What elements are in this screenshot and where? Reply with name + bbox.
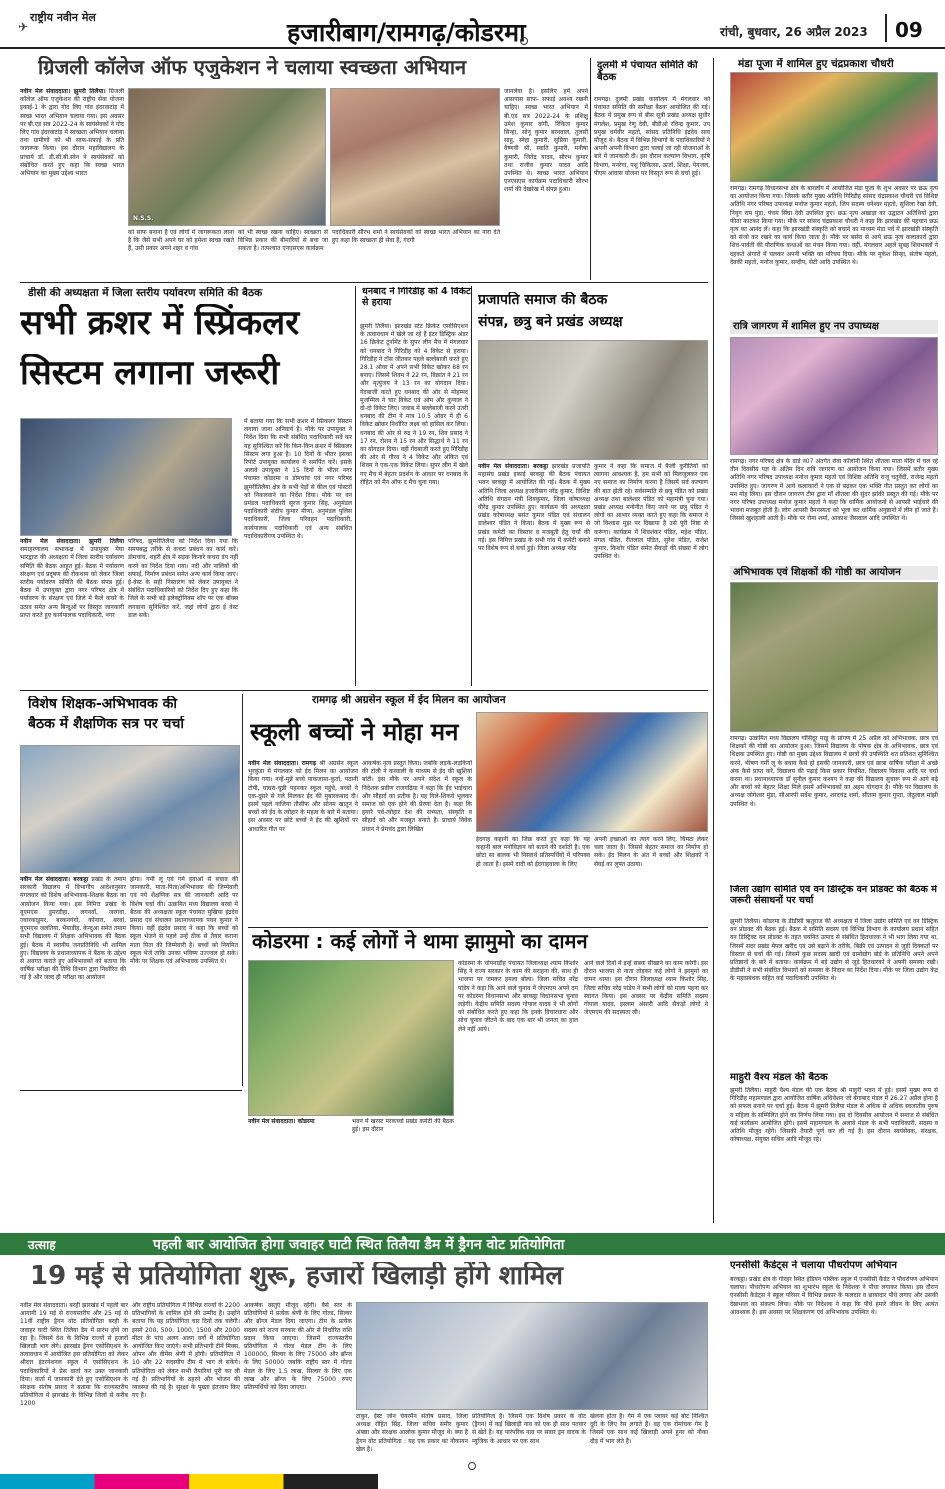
section-rule <box>20 1090 242 1091</box>
story3-body: रामगढ़। रामगढ़ विधानसभा क्षेत्र के बारलोंग में आयोजित मंडा पूजा के शुभ अवसर पर छऊ नृत्य का आयोजन किया गया। जिसके बतौर मुख्य अतिथि गिरिडीह सांसद चंद्रप्रकाश चौधरी एवं विशिष्ट अतिथि नगर परिषद उपाध्यक्ष मनोज कुमार महतो, जिप सदस्य धनेश्वर महतो, सुशिला रेखा देवी, नियुग राम मुंडा, पंचम सिंघा देवी उपस्थित हुए। छऊ नृत्य अखाड़ा का उद्घाटन अतिथियों द्वारा फीता काटकर किया गया। मौके पर सांसद चंद्रप्रकाश चौधरी ने कहा कि झारखंड की पहचान छऊ नृत्य का आनंद लें। कहा कि झारखंडी संस्कृति को बचाने का माध्यम मंडा पर्व में झारखंडी संस्कृति को संजो कर रखने का कार्य किया जाता है। मौके पर बर्सरा से आये छऊ नृत्य कलाकारों द्वारा शिव-पार्वती की पौराणिक कथाओं का मंचन किया गया। वहीं, मंगलवार अहले सुबह शिवभक्तों ने दहकते अंगारों में चलकर अपनी भक्ति का परिचय दिया। मौके पर मुकेश सिन्हा, संतोष महतो, देवकी महतो, मनोज कुमार, सन्दीप, सेटी आदि उपस्थित थे। <box>730 185 938 266</box>
masthead-rule <box>0 47 945 49</box>
story8-body: बरकट्ठा। प्रखंड क्षेत्र के गोरहर स्थित इंडियन पब्लिक स्कूल में एनसीसी कैडेट ने पौधरोपण अभियान चलाया। पौधरोपण अभियान का शुभारंभ स्कूल के निदेशक ने पौधा लगाकर किया। इस दौरान एनसीसी कैडेट्स ने स्कूल परिसर में विभिन्न प्रकार के फलदार व छायादार पौधे लगाए और उसकी देखभाल का संकल्प लिया। मौके पर निदेशक ने कहा कि पौधे हमारे जीवन के लिए अत्यंत आवश्यक हैं। इस अवसर पर शिक्षकगण एवं अभिभावक उपस्थित थे। <box>730 1276 938 1316</box>
column-rule <box>590 58 591 280</box>
kicker-eid: रामगढ़ श्री अग्रसेन स्कूल में ईद मिलन का आयोजन <box>312 694 506 706</box>
story6-body: झुमरी तिलैया। कोडरमा के डीडीसी ऋतुराज की अध्यक्षता में जिला उद्योग समिति एवं वन डिस्ट्रिक वन प्रोडक्ट की बैठक हुई। बैठक में समिति सदस्य एवं विभिन्न विभाग के कार्यालय प्रधान सहित वन डिस्ट्रिक्ट वन प्रोडक्ट के तहत चयनित उत्पाद से संबंधित हितधारक ने भी भाग लिया गया था, जिसमें सदर प्रखंड मेपल खरीद एवं उसे बढ़ाने के तरीके, बिक्री एवं उत्पादन से जुड़ी दिक्कतों पर विस्तार से चर्चा की गई। जिसमें कुछ सदस्य खादी एवं ग्रामोद्योग बोर्ड के प्रतिनिधि अपने अपने प्रतिष्ठानों के बारे में बताया। कार्यक्रम में बड़े उद्योग से जुड़े हितधारकों ने अपनी समस्या रखी। डीडीसी ने सभी संबंधित विभागों को समस्या के निदान का निर्देश दिया। मौके पर जिला उद्योग केंद्र के महाप्रबंधक सहित कई पदाधिकारी उपस्थित थे। <box>730 918 938 983</box>
photo-jagran <box>730 337 938 455</box>
headline-parents-teachers: अभिभावक एवं शिक्षकों की गोष्ठी का आयोजन <box>730 566 938 580</box>
registration-mark-icon <box>520 37 528 45</box>
kicker-environment: डीसी की अध्यक्षता में जिला स्तरीय पर्यावरण समिति की बैठक <box>28 287 263 299</box>
photo-cleanliness-drive <box>330 88 500 226</box>
story12-col2: होगा। गर्मी लू एवं गर्म हवाओं से बचाव की जानकारी, माता-पिता/अभिभावक की जिम्मेवारी एवं नये शैक्षणिक सत्र की जानकारी आदि पर विशेष चर्चा की। उत्क्रमित मध्य विद्यालय बरवां में बैठक की अध्यक्षता स्कूल पंचायत मुखिया इंद्रदेव प्रसाद एवं संचालन प्रधानाध्यापक पवन कुमार ने किया। वहीं इंद्रदेव प्रसाद ने कहा कि बच्चों को स्कूल भेजने से पहले उन्हें ठीक से तैयार कराना माता पिता की जिम्मेवारी है। बच्चों को नियमित स्कूल भेजें ताकि उनका भविष्य उज्ज्वल हो सके। मौके पर शिक्षक एवं अभिभावक उपस्थित थे। <box>130 876 238 966</box>
story1-col5: जानलेवा है। इसलिए हमें अपने आसपास साफ- सफाई अवश्य रखनी चाहिए। स्वच्छ भारत अभियान में बी.एड सत्र 2022-24 के प्रशिक्षु उमेश कुमार दांगी, रिंकिता कुमार सिन्हा, सोनू कुमार बरनवाल, तुलसी साहु, स्नेहा कुमारी, सुप्रिया कुमारी, वैष्णवी श्री, स्वाति कुमारी, मनीषा कुमारी, जितेंद्र यादव, सौरभ कुमार तथा राजीव कुमार यादव आदि उपस्थित थे। स्वच्छ भारत अभियान एनएसएस कार्यक्रम पदाधिकारी सौरभ शर्मा की देखरेख में संपन्न हुआ। <box>504 88 588 194</box>
headline-sprinkler-2: सिस्टम लगाना जरूरी <box>20 354 280 393</box>
story2-body: रामगढ़। दुलमी प्रखंड कार्यालय में मंगलवार को पंचायत समिति की समीक्षा बैठक आयोजित की गई। बैठक में प्रमुख रूप से बीस सूत्री प्रखंड अध्यक्ष सुधीर मंगलेश, प्रमुख रेणु देवी, बीडीओ रविन्द्र कुमार, उप प्रमुख धर्मवीर महतो, सांसद प्रतिनिधि इंद्रदेव साव मौजूद थे। बैठक में विभिन्न विभागों के पदाधिकारियों ने अपनी अपनी विभाग द्वारा चलाई जा रही योजनाओं के बारे में जानकारी दी। इस दौरान कल्याण विभाग, कृषि विभाग, मनरेगा, पशु चिकित्सा, ऊर्जा, शिक्षा, पेयजल, पीएम आवास योजना पर विस्तृत रूप से चर्चा हुई। <box>594 96 710 177</box>
story13-col1 <box>248 760 358 924</box>
section-rule <box>20 690 708 691</box>
story1-col1 <box>20 88 124 278</box>
body-text: प्रखंड के तमाम सरकारी विद्यालय में विभागीय आदेशानुसार मंगलवार को विशेष अभिभावक-शिक्षक बैठक का आयोजन किया गया। इस निमित्त प्रखंड के यूएमएस डुमरडीहा, लगनवाँ, जरगवा, ज्वारकाडुमर, बरकनगंगो, कोनारा, बरवां, यूएमएस जलतिया, भैयाडीह, केन्दुआ समेत तमाम सभी विद्यालय में शिक्षक अभिभावक की बैठक हुई। बैठक में स्थानीय जनप्रतिनिधि भी शामिल हुए। विद्यालय के प्रधानाध्यापक ने बैठक के उद्देश्य से अवगत कराते हुए अभिभावकों को बताया कि वार्षिक परीक्षा की तिथि विभाग द्वारा निर्धारित की गई है और जल्द ही परीक्षा का आयोजन <box>20 876 126 982</box>
story10-body: झुमरी तिलैया। झारखंड स्टेट क्रिकेट एसोसिएशन के तत्वावधान में खेले जा रहे हैं इंटर डिस्ट्रिक अंडर 16 क्रिकेट टूर्नामेंट के सुपर लीग मैच में मंगलवार को धनबाद ने गिरिडीह को 4 विकेट से हराया। गिरिडीह ने टॉस जीतकर पहले बल्लेबाजी करते हुए 28.1 ओवर में अपने सभी विकेट खोकर 88 रन बनाए। जिसमें शिवम ने 22 रन, विक्रांत ने 21 रन और मृत्युंजय ने 13 रन का योगदान दिया। गेंदबाजी करते हुए धनबाद की ओर से मोहम्मद मुजम्मिल ने चार विकेट एवं ओम और कुणाल ने दो-दो विकेट लिए। जवाब में बल्लेबाजी करने उतरी धनबाद की टीम ने मात्र 10.5 ओवर में ही 6 विकेट खोकर निर्धारित लक्ष्य को हासिल कर लिया। धनबाद की ओर से रुद्र ने 19 रन, शिव प्रसाद ने 17 रन, रोशन ने 15 रन और सिद्धार्थ ने 11 रन का योगदान दिया। वहीं गेंदबाजी करते हुए गिरिडीह की ओर से गौरव ने 4 विकेट और अंकित एवं शिवम ने एक-एक विकेट लिया। सुपर लीग में खेले गए मैच में बेहतर प्रदर्शन के आधार पर धनबाद के रोहित को मैन ऑफ द मैच चुना गया। <box>360 323 468 486</box>
story11-col2: कुमार ने कहा कि समाज में फैली कुरीतियों को त्यागना आवश्यक है, हम सभी को मिलजुलकर एक नए समाज का निर्माण करना है जिसमें सर्व कल्याण की बात होती रहे। सर्वसम्मति से छत्रु पंडित को प्रखंड अध्यक्ष तथा बालेश्वर पंडित को महामंत्री चुना गया। प्रखंड अध्यक्ष मनोनीत किए जाने पर छत्रु पंडित ने लोगों का आभार व्यक्त करते हुए कहा कि समाज ने जो विश्वास मुझ पर दिखाया है उसे पूरी निष्ठा से करूंगा। कार्यक्रम में शिवशंकर पंडित, महेश पंडित, मंगल पंडित, रीतलाल पंडित, सुरेश पंडित, राजेश कुमार, किशोर पंडित समेत सैकड़ों की संख्या में लोग उपस्थित थे। <box>594 463 708 561</box>
story4-body: रामगढ़। नगर परिषद क्षेत्र के वार्ड न07 अंतर्गत रोवा कॉलोनी स्थित शीतला माता मंदिर में चल रहे तीन दिवसीय यज्ञ के अंतिम दिन रात्रि जागरण का आयोजन किया गया। जिसमें बतौर मुख्य अतिथि नगर परिषद उपाध्यक्ष मनोज कुमार महतो एवं विशिष्ट अतिथि राजू चतुर्वेदी, राजेन्द्र महतो उपस्थित हुए। जागरण में आये कलाकारों ने एक से बढ़कर एक भक्ति गीत प्रस्तुत कर लोगों का मन मोह लिया। इस दौरान जागरण टीम द्वारा माँ शीतला की सुंदर झांकी प्रस्तुत की गई। मौके पर नगर परिषद उपाध्यक्ष मनोज कुमार महतो ने कहा कि धार्मिक आयोजनों से आपसी भाईचारे की भावना मजबूत होती है। लोग आपसी वैमनस्यता को भूला कर धार्मिक अनुष्ठानों में लीन हो जाते हैं। जिससे खुशहाली आती है। मौके पर रोमा शर्मा, आकाश जैसवाल आदि उपस्थित थे। <box>730 458 938 523</box>
story14-col1: कोडरमा के चोपनाडीह पंचायत जिलाध्यक्ष श्याम किशोर सिंह ने राज्य सरकार के काम की सराहना की, साथ ही भाजपा पर जमकर हमला बोला। जिला सचिव नरेंद्र पांडेय ने कहा कि आने वाले चुनाव में जेएमएम अपने दम पर कोडरमा विधानसभा और बरकट्ठा विधानसभा चुनाव लड़ेगी। केंद्रीय समिति सदस्य गोपाल यादव ने भी लोगों को संबोधित करते हुए कहा कि इनके विचारधारा और सोच चुनाव जीतने के बाद एक बार भी जनता का हाल लेने नहीं आये। <box>458 960 578 1033</box>
dateline: नवीन मेल संवाददाता। झुमरी तिलैया। <box>20 88 106 95</box>
story12-col1 <box>20 876 126 1086</box>
story1-col2: को साफ बनाना है एवं लोगों में जागरूकता लाना है कि जैसे सभी अपने घर को हमेशा स्वच्छ रखते हैं, उसी प्रकार अपने शहर व गांव <box>128 229 234 253</box>
dateline: नवीन मेल संवाददाता। बरकट्ठा <box>478 463 549 470</box>
column-rule <box>713 58 714 1223</box>
photo-press-conference <box>356 1302 708 1410</box>
story1-col4: पदाधिकारी सौरभ शर्मा ने स्वयंसेवकों को स्वच्छ भारत अभियान का नारा देते हुए कहा कि स्वच्छता ही सेवा है, गंदगी <box>332 229 500 245</box>
banner-text: पहली बार आयोजित होगा जवाहर घाटी स्थित तिलैया डैम में ड्रैगन वोट प्रतियोगिता <box>153 1237 565 1253</box>
headline-eid: स्कूली बच्चों ने मोहा मन <box>250 718 459 746</box>
bird-logo-icon: ✈ <box>18 20 29 34</box>
headline-manda-puja: मंडा पूजा में शामिल हुए चंद्रप्रकाश चौधरी <box>738 58 894 70</box>
story9-col1 <box>20 538 124 686</box>
headline-prajapati-2: संपन्न, छत्रु बने प्रखंड अध्यक्ष <box>478 314 623 330</box>
story14-dateline-block <box>248 1118 348 1228</box>
dateline: नवीन मेल संवाददाता। रामगढ़ <box>248 760 317 767</box>
headline-jmm: कोडरमा : कई लोगों ने थामा झामुमो का दामन <box>252 930 588 953</box>
photo-meeting-hall <box>20 418 232 536</box>
story11-col1 <box>478 463 590 686</box>
section-rule <box>248 927 708 928</box>
dateline: नवीन मेल संवाददाता। झुमरी तिलैया <box>20 538 124 545</box>
color-registration-strip <box>0 1474 945 1489</box>
masthead <box>0 0 945 50</box>
story14-col2: आने वाले दिनों में इन्हें सबक सीखाने का काम करेगी। इस दौरान भाजपा से नाता तोड़कर कई लोगों ने झामुमो का दामन थामा। इस दौरान जिलाध्यक्ष श्याम किशोर सिंह, जिला सचिव नरेंद्र पांडेय ने सभी लोगों को माला पहना कर स्वागत किया। इस अवसर पर केंद्रीय समिति सदस्य गोपाल यादव, इस्लाम अंसारी आदि सैकड़ों लोगों ने जेएमएम की सदस्यता ली। <box>584 960 708 1017</box>
photo-prajapati <box>478 340 708 460</box>
photo-manda-puja <box>730 72 938 182</box>
headline-cricket: धनबाद ने गिरिडीह को 4 विकेट से हराया <box>362 287 471 308</box>
dateline: नवीन मेल संवाददाता। बरकट्ठा <box>20 876 89 883</box>
page-title: हजारीबाग/रामगढ़/कोडरमा <box>287 18 526 47</box>
story15-col3: आकर्षक वस्तुएं मौजूद रहेंगी। वैसे स्तर के प्रतियोगियों में प्रत्येक श्रेणी के लिए गोल्ड, सिल्वर और ब्रॉन्ज मेडल दिया जाएगा। टीम के प्रत्येक सदस्य को राज्य सरकार की ओर से निर्धारित राशि प्रदान किया जाएगा। जिसमें राज्यस्तरीय प्रतियोगिता में गोल्ड मेडल टीम के लिए 100000, सिल्वर के लिए 75000 और ब्रॉन्ज के लिए 50000 जबकि राष्ट्रीय स्तर में गोल्ड मेडल के लिए 1.5 लाख, सिल्वर के लिए एक लाख और ब्रॉन्ज के लिए 75000 रुपए प्रतिस्पर्धियों को दिया जाएगा। <box>244 1302 352 1392</box>
story12-overflow <box>20 1094 242 1226</box>
story1-col3: को भी स्वच्छ रखना चाहिए। स्वच्छता से विभिन्न प्रकार की बीमारियों से बचा जा सकता है। तत्पश्चात एनएसएस कार्यक्रम <box>238 229 328 253</box>
headline-dulmi: दुलमी में पंचायत समिति की बैठक <box>597 60 698 83</box>
body-text: श्री अग्रसेन स्कूल भुरकुंडा में मंगलवार को ईद मिलन का आयोजन किया गया। नन्हें-मुन्नें बच्चे पाकजामा-कुर्ता, पठानी टोपी, घाघरा-चुन्नी पहनकर स्कूल पहुंचे, बच्चों ने एक-दूसरे से गले मिलकर ईद की मुबारकबाद दी। इसमें पहले नाजिया तौसीफ और सोनम खातून ने बच्चों को ईद के त्योहार के महत्व के बारे में बताया। इस अवसर पर छोटे बच्चों ने ईद की खुशियों पर आधारित गीत पर <box>248 760 358 833</box>
headline-ncc: एनसीसी कैडेट्स ने चलाया पौधरोपण अभियान <box>730 1260 897 1271</box>
story5-body: रामगढ़। उत्क्रमित मध्य विद्यालय गोसिंदूर माडू के प्रांगण में 25 अप्रैल को अभिभावक, छात्र एवं शिक्षकों की गोष्ठी का आयोजन हुआ। जिसमें विद्यालय के पोषक क्षेत्र के अभिभावक, छात्र एवं शिक्षक उपस्थित हुए। गोष्ठी का मुख्य उद्देश्य विद्यालय में छात्रों की उपस्थिति शत प्रतिशत सुनिश्चित करने, भीषण गर्मी लू के बचाव कैसे हो इसकी जानकारी, छात्र एवं छात्रा वार्षिक परीक्षा में अच्छे अंक कैसे प्राप्त करें, विद्यालय की पढ़ाई किस प्रकार नियमित, विद्यालय विकास आदि पर चर्चा करना था। प्रधानाध्यापक डॉ सुनील कुमार कश्यप ने कहा की विद्यालय सुचारू रूप से आगे बढ़े और बच्चों को बेहतर शिक्षा मिले इसमें अभिभावकों का अहम योगदान है। मौके पर विद्यालय के अध्यक्ष जोगेश्वर मुंडा, सीआरपी सर्वेश कुमार, शरदचंद्र शर्मा, सीताम कुमार गुप्ता, जेठुलाल मांझी उपस्थित थे। <box>730 735 938 808</box>
story9-col3: में बताया गया कि सभी क्रशर में स्प्रिंकलर सिस्टम लगाया जाना अनिवार्य है। मौके पर उपायुक्त ने निर्देश दिया कि सभी संबंधित पदाधिकारी सर्वे कर यह सुनिश्चित करें कि किन-किन क्रशर में स्प्रिंकलर सिस्टम लगा हुआ है। 10 दिनों के भीतर इसका रिपोर्ट उपायुक्त कार्यालय में समर्पित करें। इसके अलावे उपायुक्त ने 15 दिनों के भीतर नगर पंचायत कोडरमा व डोमचांच एवं नगर परिषद झुमरीतिलैया क्षेत्र के सभी पेड़ों से कील एवं पोस्टरों को निकलवाने का निर्देश दिया। मौके पर वन प्रमंडल पदाधिकारी सूरज कुमार सिंह, अनुमंडल पदाधिकारी संदीप कुमार मीणा, अनुमंडल पुलिस पदाधिकारी, जिला परिवहन पदाधिकारी, कार्यपालक पदाधिकारी एवं अन्य संबंधित पदाधिकारीगण उपस्थित थे। <box>244 418 352 540</box>
headline-ptm-2: बैठक में शैक्षणिक सत्र पर चर्चा <box>28 716 184 732</box>
story13-col4: अपनी इच्छाओं का त्याग करने लिए, चिमटा लेकर चला जाता है। जिससे बेहतर समाज का निर्माण हो सके। ईद मिलन के अंत में बच्चों और शिक्षकों ने सेवई का लुफ्त उठाया। <box>594 836 708 868</box>
dateline: नवीन मेल संवाददाता। कोडरमा <box>248 1118 315 1125</box>
headline-cleanliness: ग्रिजली कॉलेज ऑफ एजुकेशन ने चलाया स्वच्छता अभियान <box>38 56 467 79</box>
page-number: 09 <box>895 18 923 42</box>
body-text: झारखंड प्रजापति महासंघ प्रखंड इकाई बरकट्ठा की बैठक पंचायत भवन बरकट्ठा में आयोजित की गई। बैठक में मुख्य अतिथि जिला अध्यक्ष हजारीबाग नरेंद्र कुमार, विशिष्ट अतिथि संगठन मंत्री शिवकुमार, जिला कोषाध्यक्ष वीरेंद्र कुमार उपस्थित हुए। कार्यक्रम की अध्यक्षता प्रखंड कोषाध्यक्ष बसंत कुमार पंडित एवं संचालन डालेश्वर पंडित ने किया। बैठक में मुख्य रूप से प्रखंड कमेटी का विस्तार व मजबूती हेतु चर्चा की गई। इस निमित्त प्रखंड के सभी गांव में कमेटी बनाने पर विशेष रूप से चर्चा हुई। जिला अध्यक्ष नरेंद्र <box>478 463 590 553</box>
photo-goshthi <box>730 582 938 732</box>
story15-col2: और राष्ट्रीय प्रतियोगिता में विभिन्न राज्यों के 2200 प्रतिभागियों के शामिल होने की उम्मीद है। उन्होंने बताया कि यह प्रतियोगिता चार दिनों तक चलेगी। इसमें 200, 500, 1000, 1500 और 2000 मीटर के पांच अलग अलग वर्गों में प्रतियोगिता आयोजित किए जाएंगे। सभी प्रतिभागी टीमें मिक्स, ओपन और वीमेंस श्रेणी में होंगी। प्रतियोगिता में 10 और 22 सदस्यीय टीम में भाग ले सकेंगे। प्रतियोगिता को लेकर सभी तैयारियां पूरी कर ली गई हैं। प्रतिभागियों के ठहरने और भोजन की व्यवस्था की गई है। सुरक्षा के पुख्ता इंतजाम किए गए हैं। <box>132 1302 240 1400</box>
headline-prajapati-1: प्रजापति समाज की बैठक <box>478 292 608 308</box>
headline-ratri-jagran: रात्रि जागरण में शामिल हुए नप उपाध्यक्ष <box>730 320 938 334</box>
headline-zila-udyog: जिला उद्योग समिति एवं वन डिस्ट्रिक वन प्रोडक्ट की बैठक में जरूरी संसाधनों पर चर्चा <box>730 885 937 906</box>
photo-nss-volunteers: N.S.S. <box>128 88 326 226</box>
story15-col1: नवीन मेल संवाददाता। बरही झारखंड में पहली बार आगामी 19 मई से राज्यस्तरीय और 25 मई से 11वीं राष्ट्रीय ड्रैगन वोट प्रतियोगिता बरही के जवाहर घाटी स्थित तिलैया डैम में प्रारंभ होने जा रहा है। जिसमें देश के विभिन्न राज्यों से हजारों खिलाड़ी भाग लेंगे। झारखंड ड्रैगन एसोसिएशन के तत्वावधान में आयोजित इस प्रतियोगिता को लेकर श्रीदत्त इंटरनेशनल स्कूल में एसोसिएशन के पदाधिकारियों ने प्रेस वार्ता कर उक्त जानकारी दिया। वार्ता में जानकारी देते हुए एसोसिएशन के संरक्षक संतोष प्रसाद ने बताया कि राज्यस्तरीय प्रतियोगिता में झारखंड के विभिन्न जिलों से करीब 1200 <box>20 1302 128 1408</box>
story13-col2: आकर्षक नृत्य प्रस्तुत किया। जबकि लड़के-लड़कियों की टोली ने कव्वाली के माध्यम से ईद की खुशियां बांटी। इस मौके पर अपने संदेश में स्कूल के निदेशक प्रवीण राजगढ़िया ने कहा कि ईद भाईचारा और सौहार्द का प्रतीक है। यह गिले-शिकवे भूलकर समाज को एक होने की प्रेरणा देता है। कहा कि हमारे पर्व-त्योहार देश की सभ्यता, संस्कृति व सौहार्द को और मजबूत बनाते हैं। प्राचार्य विवेक प्रधान ने प्रेमचंद द्वारा लिखित <box>362 760 472 833</box>
story13-col3: ईदगाह कहानी का जिक्र करते हुए कहा कि यह कहानी बाल मनोविज्ञान को बताने की दर्शाती है। एक छोटा सा बालक भी निस्वार्थ प्रतिस्पर्धियों में परिपक्व हो जाता है। इसमें दादी को ईदगाहवाला के लिए <box>476 836 590 868</box>
column-rule <box>355 286 356 686</box>
issue-date: रांची, बुधवार, 26 अप्रैल 2023 <box>720 25 868 39</box>
photo-jmm-joining <box>248 960 454 1116</box>
photo-eid-children <box>476 712 708 832</box>
column-rule <box>471 286 472 686</box>
headline-dragon-boat: 19 मई से प्रतियोगिता शुरू, हजारों खिलाड़ी होंगे शामिल <box>30 1262 564 1291</box>
banner-tag: उत्साह <box>28 1238 56 1252</box>
body-text: समाहरणालय सभाकक्ष में उपायुक्त मेघा भारद्वाज की अध्यक्षता में जिला स्तरीय पर्यावरण समिति की बैठक आहूत हुई। बैठक में पर्यावरण संरक्षण एवं प्रदूषण की रोकथाम को लेकर जिला स्तरीय पर्यावरण समिति की बैठक संपन्न हुई। बैठक में उपायुक्त द्वारा नगर परिषद क्षेत्र में पर्यावरण के संरक्षण एवं जिले में फैले कचरे के उठाव समेत अन्य बिन्दुओं पर विस्तृत जानकारी प्राप्त करते हुए कार्यपालक पदाधिकारी, नगर <box>20 546 124 619</box>
story9-col2: परिषद, झुमरीतिलैया को निर्देश दिया गया कि समयबद्ध तरीके से कचरा प्रबंधन का कार्य करें। डोमचांच, शहरी क्षेत्र में सड़क किनारे कचरा डंप नहीं करने का निर्देश दिया गया। नदी और नालियों की सफाई, निर्माण प्रबंधन समेत अन्य कार्य किया जाए। ई-वेस्ट के सही निस्तारण को लेकर उपायुक्त ने संबंधित पदाधिकारियों को निर्देश दिए हुए कहा कि जिले के सभी बड़े इलेक्ट्रोनिक्स शॉप पर एक बॉक्स लगवाना सुनिश्चित करें, जहां लोगों द्वारा ई वेस्ट डाल सकें। <box>128 538 238 619</box>
body-text: ग्रिजली कॉलेज ऑफ एजुकेशन की राष्ट्रीय सेवा योजना इकाई-1 के द्वारा गोद लिए गांव इंदरवाटांड़ में स्वच्छ भारत अभियान चलाया गया। इस अवसर पर बी.एड सत्र 2022-24 के स्वयंसेवकों ने गोद लिए गांव इंदरवाटांड़ में स्वच्छता अभियान चलाया तथा ग्रामीणों को भी साफ-सफाई के प्रति जागरूक किया। इस दौरान महाविद्यालय के प्राचार्य डॉ. डी.सी.बी.स्वेन ने स्वयंसेवकों को संबोधित करते हुए कहा कि स्वच्छ भारत अभियान का मुख्य उद्देश्य भारत <box>20 88 124 178</box>
column-rule <box>242 694 243 1086</box>
story15-col6: खेलना होता है। गेम में एक प्लायर कई बोट निश्चित दूरी के लिए रेस लगाते हैं। वह एक रोमांचक गेम है जिसमें एक साथ कई खिलाड़ी अपने हुनर को नौका दौड़ में भाग लेते हैं। <box>590 1413 708 1445</box>
story14-col0: भवन में खरस्ट मरकच्चो प्रखंड कमेटी की बैठक हुई। इस दौरान <box>352 1118 454 1134</box>
story7-body: झुमरी तिलैया। माहुरी वैश्य मंडल की एक बैठक श्री माहुरी भवन में हुई। इसमें मुख्य रूप से गिरिडीह महामण्डल द्वारा आयोजित वार्षिक अधिवेशन जो बेंगाबाद मंडल में 26.27 अप्रैल होना है को सफल बनाने पर चर्चा हुई। बैठक में झुमरी तिलैया मंडल से अधिक से अधिक स्वजातीय पुरुष व महिला के सम्मिलित होने का निर्णय लिया गया। इस दो दिवसीय आयोजन में समाज से संबंधित कई कार्यक्रम आयोजित होंगे। इसमें महामण्डल के अलावे मंडल के सभी पदाधिकारी, सदस्य व अतिथि मौजूद रहेंगे। जिसकी तैयारी पूर्ण कर ली गई है। इस दौरान स्वयंसेवक, संरक्षक, कोषाध्यक्ष, संयुक्त सचिव आदि मौजूद रहे। <box>730 1087 938 1144</box>
divider <box>885 14 887 42</box>
headline-sprinkler-1: सभी क्रशर में स्प्रिंकलर <box>20 304 300 343</box>
section-rule <box>20 282 708 283</box>
headline-mahuri: माहुरी वैश्य मंडल की बैठक <box>730 1072 828 1083</box>
story15-col4: टाकुर, ईस्ट जोन चेयरमैन संतोष प्रसाद, जिला अध्यक्ष रोहित सिंह, जिला सचिव समीर कुमार अंबष्ठा और संरक्षक आलोक कुमार मौजूद थे। क्या है ड्रैगन वोट प्रतियोगिता : यह एक प्रकार का नौकायन खेल है। <box>356 1413 468 1453</box>
photo-classroom <box>20 745 240 873</box>
headline-ptm-1: विशेष शिक्षक-अभिभावक की <box>28 696 178 712</box>
brand-name: राष्ट्रीय नवीन मेल <box>30 11 96 24</box>
story15-col5: प्रतियोगिता है। जिसमें एक विशेष प्रकार के वोट (ड्रैगन) में कई खिलाड़ी नाव को एक ही साथ पतवार से खेते हैं। यह पारंपरिक नाव पर सवार ड्रम वादक के म्यूजिक के आधार पर एक साथ <box>472 1413 586 1445</box>
